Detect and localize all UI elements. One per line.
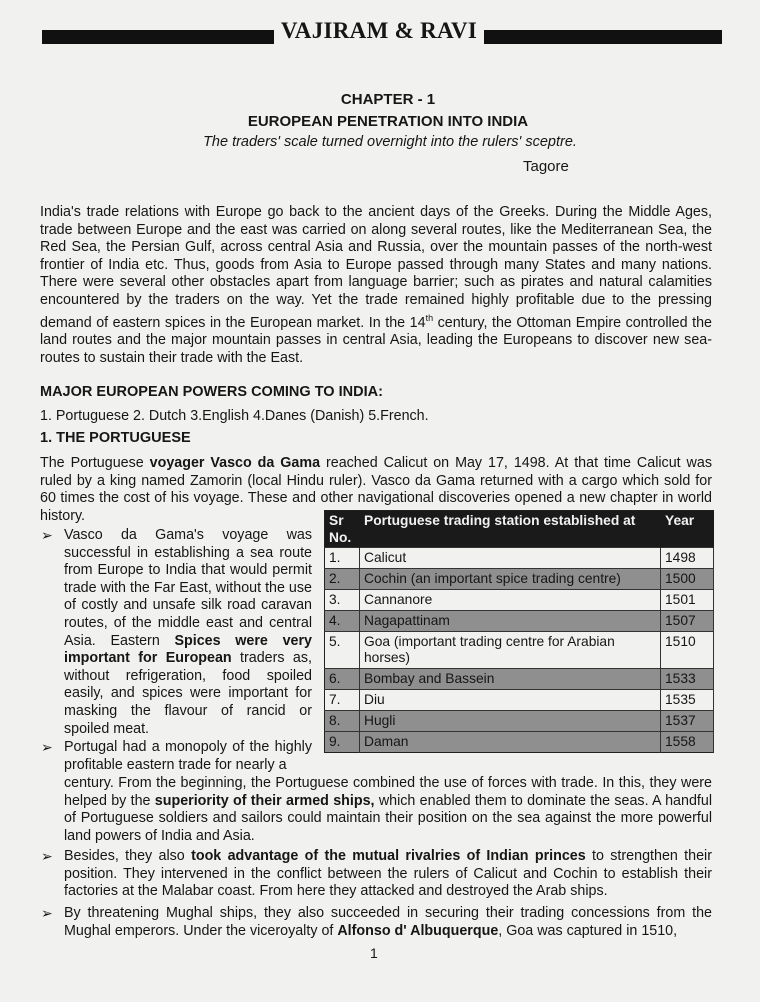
table-cell-station: Hugli	[360, 711, 661, 732]
page-number: 1	[370, 945, 378, 961]
table-cell-station: Nagapattinam	[360, 611, 661, 632]
table-cell-sr: 7.	[325, 690, 360, 711]
quote-author: Tagore	[523, 158, 569, 175]
trading-stations-table	[324, 510, 714, 753]
table-cell-sr: 6.	[325, 669, 360, 690]
table-cell-year: 1558	[661, 732, 714, 753]
bullet-vasco-da-gama: Vasco da Gama's voyage was successful in establishing a sea route from Europe to India that would permit trade with the Far East, without the use of costly and unsafe silk road caravan routes, of the middle east and central Asia. Eastern Spices were very important for European traders as, without refrigeration, food spoiled easily, and spices were important for masking the flavour of rancid or spoiled meat.	[64, 527, 313, 737]
portuguese-heading: 1. THE PORTUGUESE	[40, 430, 191, 446]
table-row	[325, 611, 714, 632]
table-header-station: Portuguese trading station established at	[360, 511, 661, 548]
bullet-marker: ➢	[41, 848, 53, 864]
table-cell-sr: 3.	[325, 590, 360, 611]
major-powers-list: 1. Portuguese 2. Dutch 3.English 4.Danes (Danish) 5.French.	[40, 408, 429, 424]
table-cell-year: 1535	[661, 690, 714, 711]
table-cell-year: 1501	[661, 590, 714, 611]
table-cell-year: 1498	[661, 548, 714, 569]
table-cell-year: 1537	[661, 711, 714, 732]
bullet-rivalries: Besides, they also took advantage of the mutual rivalries of Indian princes to strengthen their position. They intervened in the conflict between the rulers of Calicut and Cochin to establish their factories at the Malabar coast. From here they attacked and destroyed the Arab ships.	[64, 848, 712, 900]
table-cell-year: 1510	[661, 632, 714, 669]
chapter-title: EUROPEAN PENETRATION INTO INDIA	[247, 113, 529, 130]
bullet-monopoly-cont: century. From the beginning, the Portuguese combined the use of forces with trade. In this, they were helped by the superiority of their armed ships, which enabled them to dominate the seas. A handful of Portuguese soldiers and sailors could maintain their position on the sea against the more powerful land powers of India and Asia.	[64, 775, 712, 844]
bullet-marker: ➢	[41, 739, 53, 755]
table-row	[325, 690, 714, 711]
table-cell-year: 1500	[661, 569, 714, 590]
table-cell-sr: 8.	[325, 711, 360, 732]
table-cell-station: Calicut	[360, 548, 661, 569]
table-cell-sr: 4.	[325, 611, 360, 632]
table-cell-station: Daman	[360, 732, 661, 753]
portuguese-paragraph: The Portuguese voyager Vasco da Gama reached Calicut on May 17, 1498. At that time Calicut was ruled by a king named Zamorin (local Hindu ruler). Vasco da Gama returned with a cargo which sold for 60 times the cost of his voyage. These and other navigational discoveries opened a new chapter in world history.	[40, 455, 712, 524]
table-cell-station: Cochin (an important spice trading centre)	[360, 569, 661, 590]
intro-paragraph: India's trade relations with Europe go back to the ancient days of the Greeks. During the Middle Ages, trade between Europe and the east was carried on along several routes, like the Mediterranean Sea, the Red Sea, the Persian Gulf, across central Asia and Russia, over the mountain passes of the north-west frontier of India etc. Thus, goods from Asia to Europe passed through many States and many nations. There were several other obstacles apart from language barrier; such as pirates and natural calamities encountered by the traders on the way. Yet the trade remained highly profitable due to the pressing demand of eastern spices in the European market. In the 14th century, the Ottoman Empire controlled the land routes and the major mountain passes in central Asia, leading the Europeans to discover new sea-routes to sustain their trade with the East.	[40, 204, 712, 366]
table-cell-sr: 2.	[325, 569, 360, 590]
bullet-monopoly-start: Portugal had a monopoly of the highly profitable eastern trade for nearly a	[64, 739, 312, 773]
table-cell-station: Diu	[360, 690, 661, 711]
table-row	[325, 669, 714, 690]
header-title: VAJIRAM & RAVI	[280, 18, 478, 43]
table-cell-station: Cannanore	[360, 590, 661, 611]
table-header-year: Year	[661, 511, 714, 548]
chapter-quote: The traders' scale turned overnight into the rulers' sceptre.	[203, 134, 577, 150]
chapter-number: CHAPTER - 1	[340, 91, 436, 108]
table-row	[325, 548, 714, 569]
table-row	[325, 569, 714, 590]
major-powers-heading: MAJOR EUROPEAN POWERS COMING TO INDIA:	[40, 384, 383, 400]
table-cell-station: Bombay and Bassein	[360, 669, 661, 690]
bullet-mughal-ships: By threatening Mughal ships, they also succeeded in securing their trading concessions from the Mughal emperors. Under the viceroyalty of Alfonso d' Albuquerque, Goa was captured in 1510,	[64, 905, 712, 939]
header-bar-left	[42, 30, 274, 44]
table-cell-station: Goa (important trading centre for Arabian horses)	[360, 632, 661, 669]
table-row	[325, 732, 714, 753]
table-cell-sr: 9.	[325, 732, 360, 753]
table-cell-sr: 5.	[325, 632, 360, 669]
bullet-marker: ➢	[41, 905, 53, 921]
table-row	[325, 711, 714, 732]
bullet-marker: ➢	[41, 527, 53, 543]
table-cell-sr: 1.	[325, 548, 360, 569]
table-cell-year: 1507	[661, 611, 714, 632]
table-cell-year: 1533	[661, 669, 714, 690]
table-row	[325, 632, 714, 669]
table-header-row	[325, 511, 714, 548]
table-row	[325, 590, 714, 611]
table-header-sr: Sr No.	[325, 511, 360, 548]
header-bar-right	[484, 30, 722, 44]
